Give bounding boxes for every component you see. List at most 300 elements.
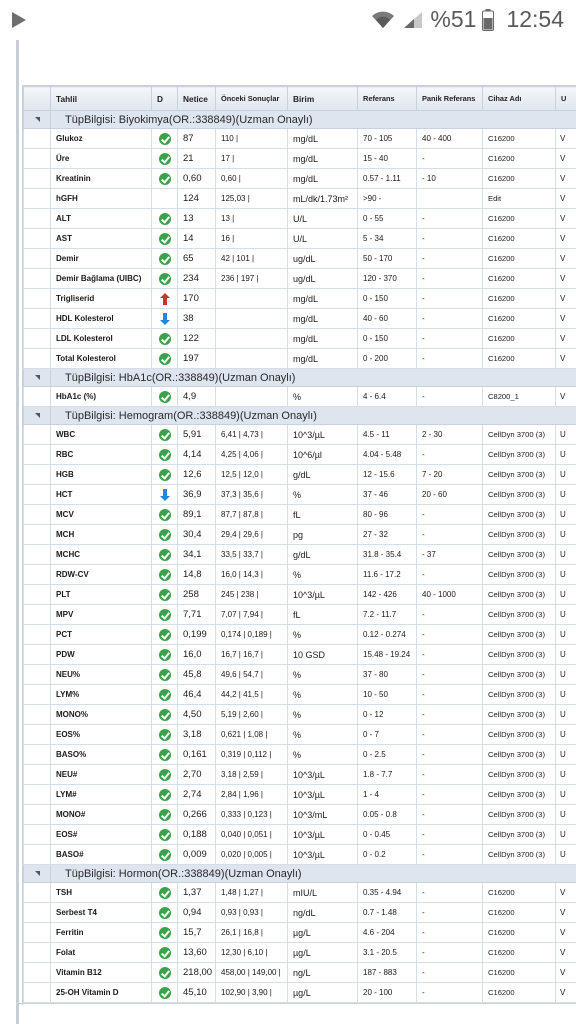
result-value: 218,00 [178, 963, 216, 983]
previous-results: 245 | 238 | [216, 585, 288, 605]
previous-results: 458,00 | 149,00 | [216, 963, 288, 983]
reference-range: 15.48 - 19.24 [358, 645, 417, 665]
row-spacer-cell [24, 129, 51, 149]
unit: mg/dL [288, 309, 358, 329]
unit: % [288, 685, 358, 705]
column-header-previous[interactable]: Önceki Sonuçlar [216, 87, 288, 111]
row-spacer-cell [24, 845, 51, 865]
test-name: PLT [51, 585, 152, 605]
test-name: ALT [51, 209, 152, 229]
previous-results: 102,90 | 3,90 | [216, 983, 288, 1003]
result-value: 0,009 [178, 845, 216, 865]
test-name: AST [51, 229, 152, 249]
table-row[interactable] [24, 387, 576, 407]
table-row[interactable] [24, 983, 576, 1003]
result-value: 30,4 [178, 525, 216, 545]
panic-range: - [417, 625, 483, 645]
previous-results: 5,19 | 2,60 | [216, 705, 288, 725]
u-flag: V [556, 943, 576, 963]
table-row[interactable] [24, 943, 576, 963]
check-circle-icon [159, 947, 171, 959]
check-circle-icon [159, 629, 171, 641]
test-name: hGFH [51, 189, 152, 209]
unit: mL/dk/1.73m² [288, 189, 358, 209]
column-header-u[interactable]: U [556, 87, 576, 111]
device-name: C16200 [483, 129, 556, 149]
group-header-row[interactable] [24, 369, 576, 387]
row-spacer-cell [24, 903, 51, 923]
unit: ug/dL [288, 249, 358, 269]
group-title: TüpBilgisi: HbA1c(OR.:338849)(Uzman Onaylı) [51, 369, 576, 387]
test-name: WBC [51, 425, 152, 445]
table-row[interactable] [24, 903, 576, 923]
reference-range: >90 - [358, 189, 417, 209]
device-name: C16200 [483, 963, 556, 983]
row-spacer-cell [24, 923, 51, 943]
row-spacer-cell [24, 705, 51, 725]
status-cell [152, 845, 178, 865]
row-spacer-cell [24, 465, 51, 485]
reference-range: 31.8 - 35.4 [358, 545, 417, 565]
check-circle-icon [159, 967, 171, 979]
previous-results: 42 | 101 | [216, 249, 288, 269]
table-row[interactable] [24, 129, 576, 149]
row-spacer-cell [24, 943, 51, 963]
row-spacer-cell [24, 625, 51, 645]
status-cell [152, 745, 178, 765]
panic-range: - [417, 605, 483, 625]
table-row[interactable] [24, 565, 576, 585]
previous-results: 0,333 | 0,123 | [216, 805, 288, 825]
reference-range: 7.2 - 11.7 [358, 605, 417, 625]
check-circle-icon [159, 829, 171, 841]
test-name: Vitamin B12 [51, 963, 152, 983]
device-name: CellDyn 3700 (3) [483, 665, 556, 685]
column-header-panic-reference[interactable]: Panik Referans [417, 87, 483, 111]
row-spacer-cell [24, 725, 51, 745]
previous-results: 1,48 | 1,27 | [216, 883, 288, 903]
u-flag: U [556, 725, 576, 745]
test-name: EOS% [51, 725, 152, 745]
column-header-device[interactable]: Cihaz Adı [483, 87, 556, 111]
table-row[interactable] [24, 645, 576, 665]
result-value: 0,161 [178, 745, 216, 765]
check-circle-icon [159, 173, 171, 185]
u-flag: V [556, 209, 576, 229]
u-flag: U [556, 645, 576, 665]
table-row[interactable] [24, 249, 576, 269]
test-name: LYM# [51, 785, 152, 805]
arrow-up-icon [160, 293, 170, 305]
table-row[interactable] [24, 923, 576, 943]
status-cell [152, 725, 178, 745]
row-spacer-cell [24, 983, 51, 1003]
result-value: 65 [178, 249, 216, 269]
reference-range: 0 - 0.45 [358, 825, 417, 845]
previous-results: 125,03 | [216, 189, 288, 209]
previous-results: 7,07 | 7,94 | [216, 605, 288, 625]
group-header-row[interactable] [24, 865, 576, 883]
row-spacer-cell [24, 883, 51, 903]
previous-results: 0,60 | [216, 169, 288, 189]
test-name: Glukoz [51, 129, 152, 149]
unit: 10^3/mL [288, 805, 358, 825]
column-header-result[interactable]: Netice [178, 87, 216, 111]
table-row[interactable] [24, 625, 576, 645]
panic-range: - [417, 209, 483, 229]
result-value: 89,1 [178, 505, 216, 525]
check-circle-icon [159, 809, 171, 821]
row-spacer-cell [24, 645, 51, 665]
table-row[interactable] [24, 545, 576, 565]
collapse-triangle-icon[interactable] [35, 117, 40, 122]
table-row[interactable] [24, 465, 576, 485]
result-value: 5,91 [178, 425, 216, 445]
check-circle-icon [159, 729, 171, 741]
row-spacer-cell [24, 745, 51, 765]
table-row[interactable] [24, 525, 576, 545]
previous-results [216, 387, 288, 407]
result-value: 87 [178, 129, 216, 149]
result-value: 13,60 [178, 943, 216, 963]
reference-range: 0.7 - 1.48 [358, 903, 417, 923]
device-name: CellDyn 3700 (3) [483, 605, 556, 625]
unit: % [288, 705, 358, 725]
device-name: C16200 [483, 169, 556, 189]
previous-results: 17 | [216, 149, 288, 169]
battery-percent: %51 [430, 6, 477, 32]
unit: mg/dL [288, 289, 358, 309]
collapse-triangle-icon[interactable] [35, 375, 40, 380]
status-cell [152, 269, 178, 289]
device-name: CellDyn 3700 (3) [483, 725, 556, 745]
status-cell [152, 169, 178, 189]
u-flag: U [556, 825, 576, 845]
check-circle-icon [159, 887, 171, 899]
test-name: Total Kolesterol [51, 349, 152, 369]
status-cell [152, 825, 178, 845]
check-circle-icon [159, 609, 171, 621]
previous-results: 0,621 | 1,08 | [216, 725, 288, 745]
table-row[interactable] [24, 685, 576, 705]
result-value: 14,8 [178, 565, 216, 585]
collapse-triangle-icon[interactable] [35, 413, 40, 418]
status-cell [152, 963, 178, 983]
u-flag: V [556, 923, 576, 943]
panic-range: - [417, 983, 483, 1003]
table-row[interactable] [24, 269, 576, 289]
result-value: 170 [178, 289, 216, 309]
device-name: CellDyn 3700 (3) [483, 765, 556, 785]
check-circle-icon [159, 469, 171, 481]
status-cell [152, 685, 178, 705]
result-value: 4,14 [178, 445, 216, 465]
previous-results [216, 349, 288, 369]
check-circle-icon [159, 589, 171, 601]
status-cell [152, 545, 178, 565]
u-flag: V [556, 329, 576, 349]
check-circle-icon [159, 569, 171, 581]
row-spacer-cell [24, 585, 51, 605]
reference-range: 3.1 - 20.5 [358, 943, 417, 963]
table-body [24, 111, 576, 1003]
previous-results: 33,5 | 33,7 | [216, 545, 288, 565]
status-cell [152, 705, 178, 725]
table-row[interactable] [24, 725, 576, 745]
table-row[interactable] [24, 169, 576, 189]
unit: % [288, 665, 358, 685]
panic-range: - [417, 309, 483, 329]
row-spacer-cell [24, 825, 51, 845]
panic-range: - [417, 269, 483, 289]
previous-results: 2,84 | 1,96 | [216, 785, 288, 805]
previous-results: 16,7 | 16,7 | [216, 645, 288, 665]
device-name: C16200 [483, 883, 556, 903]
check-circle-icon [159, 253, 171, 265]
reference-range: 40 - 60 [358, 309, 417, 329]
table-row[interactable] [24, 189, 576, 209]
previous-results [216, 289, 288, 309]
group-toggle-cell[interactable] [24, 865, 51, 883]
status-cell [152, 983, 178, 1003]
arrow-down-icon [160, 313, 170, 325]
reference-range: 10 - 50 [358, 685, 417, 705]
table-row[interactable] [24, 765, 576, 785]
device-name: CellDyn 3700 (3) [483, 505, 556, 525]
check-circle-icon [159, 273, 171, 285]
check-circle-icon [159, 649, 171, 661]
device-name: C16200 [483, 903, 556, 923]
panic-range: - [417, 825, 483, 845]
group-header-row[interactable] [24, 111, 576, 129]
table-row[interactable] [24, 425, 576, 445]
table-row[interactable] [24, 665, 576, 685]
previous-results [216, 329, 288, 349]
wifi-icon [370, 10, 396, 30]
table-row[interactable] [24, 485, 576, 505]
table-row[interactable] [24, 209, 576, 229]
device-name: C8200_1 [483, 387, 556, 407]
device-name: C16200 [483, 269, 556, 289]
status-cell [152, 565, 178, 585]
panic-range: - [417, 349, 483, 369]
table-row[interactable] [24, 805, 576, 825]
u-flag: U [556, 785, 576, 805]
test-name: Ferritin [51, 923, 152, 943]
expand-column-header [24, 87, 51, 111]
table-row[interactable] [24, 445, 576, 465]
status-cell [152, 765, 178, 785]
test-name: PCT [51, 625, 152, 645]
table-row[interactable] [24, 745, 576, 765]
panic-range: - [417, 387, 483, 407]
status-cell [152, 525, 178, 545]
table-row[interactable] [24, 883, 576, 903]
reference-range: 0.35 - 4.94 [358, 883, 417, 903]
device-name: C16200 [483, 943, 556, 963]
unit: % [288, 387, 358, 407]
unit: mg/dL [288, 169, 358, 189]
status-cell [152, 387, 178, 407]
group-toggle-cell[interactable] [24, 111, 51, 129]
reference-range: 5 - 34 [358, 229, 417, 249]
column-header-test[interactable]: Tahlil [51, 87, 152, 111]
unit: 10^3/µL [288, 585, 358, 605]
u-flag: V [556, 963, 576, 983]
reference-range: 0 - 150 [358, 289, 417, 309]
row-spacer-cell [24, 785, 51, 805]
row-spacer-cell [24, 289, 51, 309]
unit: 10 GSD [288, 645, 358, 665]
reference-range: 37 - 80 [358, 665, 417, 685]
column-header-unit[interactable]: Birim [288, 87, 358, 111]
panic-range: - [417, 903, 483, 923]
panic-range: - [417, 785, 483, 805]
device-name: CellDyn 3700 (3) [483, 785, 556, 805]
unit: pg [288, 525, 358, 545]
u-flag: U [556, 465, 576, 485]
table-row[interactable] [24, 585, 576, 605]
reference-range: 0 - 200 [358, 349, 417, 369]
reference-range: 37 - 46 [358, 485, 417, 505]
panic-range: - [417, 805, 483, 825]
test-name: MONO# [51, 805, 152, 825]
table-row[interactable] [24, 229, 576, 249]
column-header-reference[interactable]: Referans [358, 87, 417, 111]
check-circle-icon [159, 769, 171, 781]
u-flag: U [556, 765, 576, 785]
previous-results [216, 309, 288, 329]
result-value: 0,188 [178, 825, 216, 845]
group-title: TüpBilgisi: Hemogram(OR.:338849)(Uzman Onaylı) [51, 407, 576, 425]
table-row[interactable] [24, 329, 576, 349]
row-spacer-cell [24, 685, 51, 705]
unit: 10^3/µL [288, 785, 358, 805]
check-circle-icon [159, 353, 171, 365]
unit: fL [288, 505, 358, 525]
u-flag: V [556, 387, 576, 407]
u-flag: V [556, 169, 576, 189]
table-row[interactable] [24, 289, 576, 309]
test-name: 25-OH Vitamin D [51, 983, 152, 1003]
u-flag: V [556, 249, 576, 269]
test-name: HDL Kolesterol [51, 309, 152, 329]
previous-results: 0,040 | 0,051 | [216, 825, 288, 845]
group-title: TüpBilgisi: Biyokimya(OR.:338849)(Uzman Onaylı) [51, 111, 576, 129]
table-row[interactable] [24, 705, 576, 725]
unit: fL [288, 605, 358, 625]
result-value: 4,50 [178, 705, 216, 725]
result-value: 12,6 [178, 465, 216, 485]
status-cell [152, 605, 178, 625]
table-header-row [24, 87, 576, 111]
test-name: PDW [51, 645, 152, 665]
table-row[interactable] [24, 149, 576, 169]
status-cell [152, 229, 178, 249]
reference-range: 142 - 426 [358, 585, 417, 605]
result-value: 122 [178, 329, 216, 349]
status-indicators [370, 6, 564, 33]
u-flag: U [556, 665, 576, 685]
group-header-row[interactable] [24, 407, 576, 425]
status-cell [152, 625, 178, 645]
result-value: 0,60 [178, 169, 216, 189]
panic-range: - [417, 289, 483, 309]
panic-range: - 10 [417, 169, 483, 189]
column-header-status[interactable]: D [152, 87, 178, 111]
table-row[interactable] [24, 309, 576, 329]
table-row[interactable] [24, 845, 576, 865]
u-flag: U [556, 585, 576, 605]
previous-results: 29,4 | 29,6 | [216, 525, 288, 545]
panic-range: - [417, 249, 483, 269]
reference-range: 0 - 0.2 [358, 845, 417, 865]
table-row[interactable] [24, 605, 576, 625]
reference-range: 0.12 - 0.274 [358, 625, 417, 645]
test-name: Kreatinin [51, 169, 152, 189]
unit: mIU/L [288, 883, 358, 903]
lab-results-table [23, 86, 576, 1003]
row-spacer-cell [24, 485, 51, 505]
reference-range: 15 - 40 [358, 149, 417, 169]
panic-range: - [417, 943, 483, 963]
collapse-triangle-icon[interactable] [35, 871, 40, 876]
unit: µg/L [288, 923, 358, 943]
panic-range: - [417, 445, 483, 465]
panic-range: - [417, 329, 483, 349]
row-spacer-cell [24, 189, 51, 209]
group-toggle-cell[interactable] [24, 407, 51, 425]
unit: ug/dL [288, 269, 358, 289]
table-row[interactable] [24, 349, 576, 369]
u-flag: U [556, 445, 576, 465]
unit: 10^3/µL [288, 425, 358, 445]
table-row[interactable] [24, 825, 576, 845]
u-flag: V [556, 883, 576, 903]
previous-results: 26,1 | 16,8 | [216, 923, 288, 943]
previous-results: 0,174 | 0,189 | [216, 625, 288, 645]
reference-range: 50 - 170 [358, 249, 417, 269]
check-circle-icon [159, 789, 171, 801]
clock: 12:54 [506, 6, 564, 32]
status-cell [152, 485, 178, 505]
panic-range: - [417, 963, 483, 983]
group-toggle-cell[interactable] [24, 369, 51, 387]
device-name: CellDyn 3700 (3) [483, 445, 556, 465]
unit: ng/L [288, 963, 358, 983]
status-cell [152, 585, 178, 605]
reference-range: 0 - 7 [358, 725, 417, 745]
result-value: 21 [178, 149, 216, 169]
table-row[interactable] [24, 963, 576, 983]
reference-range: 4.6 - 204 [358, 923, 417, 943]
table-row[interactable] [24, 785, 576, 805]
table-row[interactable] [24, 505, 576, 525]
u-flag: V [556, 309, 576, 329]
unit: µg/L [288, 943, 358, 963]
test-name: LYM% [51, 685, 152, 705]
previous-results: 16,0 | 14,3 | [216, 565, 288, 585]
status-cell [152, 249, 178, 269]
test-name: MCH [51, 525, 152, 545]
result-value: 2,74 [178, 785, 216, 805]
test-name: Trigliserid [51, 289, 152, 309]
status-cell [152, 309, 178, 329]
u-flag: U [556, 565, 576, 585]
device-name: CellDyn 3700 (3) [483, 645, 556, 665]
u-flag: V [556, 349, 576, 369]
panic-range: - [417, 645, 483, 665]
